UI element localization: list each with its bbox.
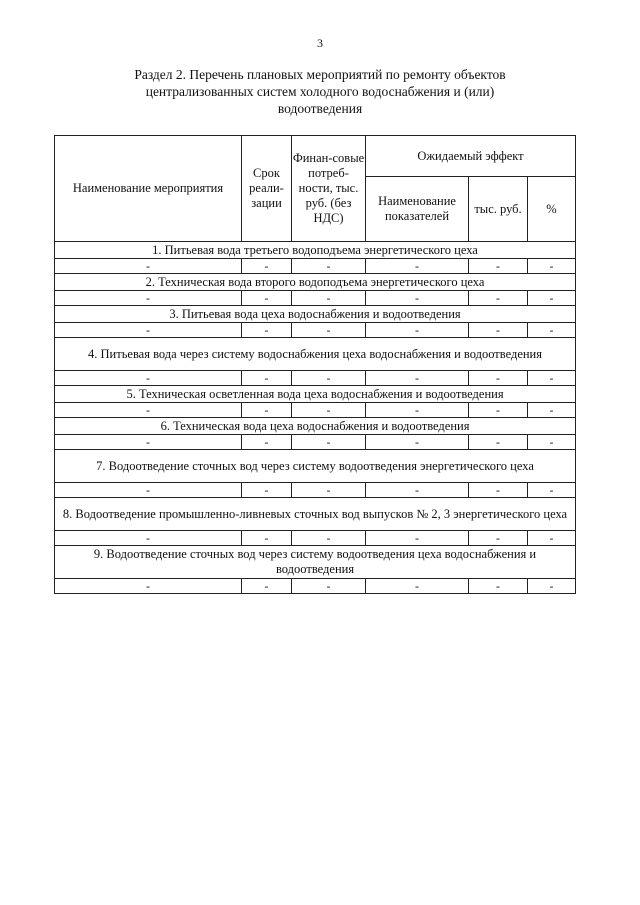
table-row: [55, 323, 576, 338]
header-finance: Финан-совые потреб-ности, тыс. руб. (без НДС): [292, 136, 366, 242]
empty-cell: -: [55, 403, 242, 418]
table-body: [55, 242, 576, 594]
empty-cell: -: [469, 291, 528, 306]
empty-cell: -: [528, 483, 576, 498]
table-row: [55, 483, 576, 498]
table-row: [55, 403, 576, 418]
empty-cell: -: [366, 579, 469, 594]
empty-cell: -: [366, 291, 469, 306]
empty-cell: -: [55, 323, 242, 338]
empty-cell: -: [55, 291, 242, 306]
section-row: [55, 418, 576, 435]
empty-cell: -: [55, 579, 242, 594]
section-title: 7. Водоотведение сточных вод через систему водоотведения энергетического цеха: [55, 450, 576, 483]
table-row: [55, 259, 576, 274]
section-title: 3. Питьевая вода цеха водоснабжения и водоотведения: [55, 306, 576, 323]
section-heading: [100, 66, 540, 117]
section-title: 6. Техническая вода цеха водоснабжения и водоотведения: [55, 418, 576, 435]
section-title: 5. Техническая осветленная вода цеха водоснабжения и водоотведения: [55, 386, 576, 403]
heading-line-3: водоотведения: [277, 101, 363, 116]
header-event-name: Наименование мероприятия: [55, 136, 242, 242]
empty-cell: -: [528, 291, 576, 306]
table-row: [55, 291, 576, 306]
empty-cell: -: [366, 531, 469, 546]
empty-cell: -: [242, 259, 292, 274]
page-number: 3: [317, 36, 323, 50]
empty-cell: -: [528, 403, 576, 418]
header-percent: %: [528, 177, 576, 242]
empty-cell: -: [366, 483, 469, 498]
empty-cell: -: [55, 371, 242, 386]
section-title: 9. Водоотведение сточных вод через систему водоотведения цеха водоснабжения и водоотведения: [55, 546, 576, 579]
header-term: Срок реали-зации: [242, 136, 292, 242]
table-row: [55, 371, 576, 386]
empty-cell: -: [292, 259, 366, 274]
table-row: [55, 579, 576, 594]
empty-cell: -: [528, 259, 576, 274]
empty-cell: -: [292, 291, 366, 306]
empty-cell: -: [55, 531, 242, 546]
table-row: [55, 435, 576, 450]
empty-cell: -: [469, 371, 528, 386]
empty-cell: -: [242, 403, 292, 418]
table-row: [55, 531, 576, 546]
empty-cell: -: [292, 531, 366, 546]
empty-cell: -: [55, 483, 242, 498]
empty-cell: -: [528, 323, 576, 338]
section-row: [55, 546, 576, 579]
section-row: [55, 338, 576, 371]
empty-cell: -: [366, 435, 469, 450]
empty-cell: -: [242, 531, 292, 546]
heading-line-2: централизованных систем холодного водоснабжения и (или): [145, 84, 495, 99]
empty-cell: -: [366, 403, 469, 418]
empty-cell: -: [366, 371, 469, 386]
empty-cell: -: [469, 323, 528, 338]
section-row: [55, 274, 576, 291]
empty-cell: -: [292, 579, 366, 594]
empty-cell: -: [366, 259, 469, 274]
section-row: [55, 450, 576, 483]
section-row: [55, 498, 576, 531]
empty-cell: -: [242, 291, 292, 306]
empty-cell: -: [55, 435, 242, 450]
empty-cell: -: [528, 435, 576, 450]
empty-cell: -: [242, 435, 292, 450]
header-indicator-name: Наименование показателей: [366, 177, 469, 242]
empty-cell: -: [55, 259, 242, 274]
empty-cell: -: [469, 483, 528, 498]
empty-cell: -: [292, 371, 366, 386]
section-title: 1. Питьевая вода третьего водоподъема энергетического цеха: [55, 242, 576, 259]
empty-cell: -: [469, 531, 528, 546]
section-title: 2. Техническая вода второго водоподъема энергетического цеха: [55, 274, 576, 291]
empty-cell: -: [242, 483, 292, 498]
empty-cell: -: [528, 371, 576, 386]
header-thousand-rub: тыс. руб.: [469, 177, 528, 242]
empty-cell: -: [469, 579, 528, 594]
empty-cell: -: [242, 371, 292, 386]
header-expected-effect: Ожидаемый эффект: [366, 136, 576, 177]
section-title: 4. Питьевая вода через систему водоснабжения цеха водоснабжения и водоотведения: [55, 338, 576, 371]
section-row: [55, 386, 576, 403]
empty-cell: -: [242, 323, 292, 338]
empty-cell: -: [528, 579, 576, 594]
heading-line-1: Раздел 2. Перечень плановых мероприятий по ремонту объектов: [134, 67, 506, 82]
empty-cell: -: [292, 483, 366, 498]
section-title: 8. Водоотведение промышленно-ливневых сточных вод выпусков № 2, 3 энергетического цеха: [55, 498, 576, 531]
empty-cell: -: [469, 435, 528, 450]
empty-cell: -: [292, 403, 366, 418]
section-row: [55, 306, 576, 323]
empty-cell: -: [292, 435, 366, 450]
empty-cell: -: [469, 403, 528, 418]
empty-cell: -: [292, 323, 366, 338]
events-table: [54, 135, 576, 594]
section-row: [55, 242, 576, 259]
empty-cell: -: [528, 531, 576, 546]
empty-cell: -: [366, 323, 469, 338]
empty-cell: -: [469, 259, 528, 274]
empty-cell: -: [242, 579, 292, 594]
